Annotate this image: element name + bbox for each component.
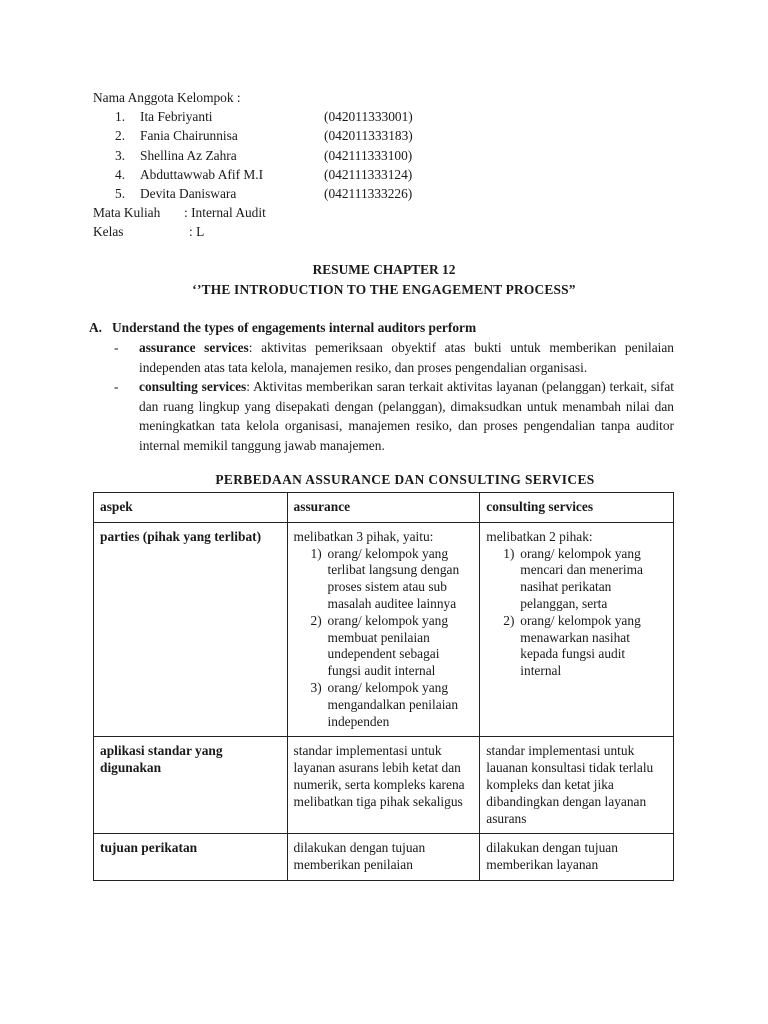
group-label: Nama Anggota Kelompok : [93,90,241,105]
numbered-list [486,546,667,680]
bullet-item [114,377,674,455]
member-name: Ita Febriyanti [140,109,213,125]
section-letter: A. [89,320,103,335]
class-row [93,222,241,241]
list-item [486,546,667,613]
section-heading-text: Understand the types of engagements internal auditors perform [112,320,477,335]
bullet-term: consulting services [139,379,247,395]
member-name: Devita Daniswara [140,185,237,201]
list-item [294,680,474,730]
member-nim: (042111333124) [324,166,413,182]
aspect-cell: tujuan perikatan [94,834,288,881]
list-text: orang/ kelompok yang mencari dan menerima nasihat perikatan pelanggan, serta [520,545,643,611]
bullet-list [114,338,674,456]
consulting-cell: dilakukan dengan tujuan memberikan layanan [480,834,674,881]
bullet-dash: - [114,379,119,395]
assurance-cell: standar implementasi untuk layanan asurans lebih ketat dan numerik, serta kompleks karena melibatkan tiga pihak sekaligus [287,737,480,834]
member-name: Shellina Az Zahra [140,147,237,163]
member-nim: (042011333001) [324,109,413,125]
member-number: 5. [115,185,126,201]
list-item [486,613,667,680]
assurance-cell: dilakukan dengan tujuan memberikan penilaian [287,834,480,881]
numbered-list [294,546,474,731]
comparison-table [93,492,674,881]
resume-title: RESUME CHAPTER 12 [312,262,456,277]
class-value: : L [189,224,205,240]
course-row [93,203,266,222]
list-number: 1) [310,545,322,561]
list-text: orang/ kelompok yang mengandalkan penilaian independen [327,679,459,729]
member-nim: (042111333100) [324,147,413,163]
table-row [94,834,674,881]
cell-intro: melibatkan 3 pihak, yaitu: [293,528,434,544]
member-number: 4. [115,166,126,182]
cell-intro: melibatkan 2 pihak: [486,528,593,544]
list-number: 2) [503,612,515,628]
table-row [94,737,674,834]
bullet-text: : aktivitas pemeriksaan obyektif atas bukti untuk memberikan penilaian independen atas tata kelola, manajemen resiko, dan proses pengendalian organisasi. [139,340,675,375]
bullet-text: : Aktivitas memberikan saran terkait aktivitas layanan (pelanggan) terkait, sifat dan ruang lingkup yang disepakati dengan (pelanggan), dimaksudkan untuk menambah nilai dan meningkatkan tata kelola organisasi, manajemen resiko, dan proses pengendalian tanpa auditor internal memikil tanggung jawab manajemen. [139,379,674,453]
bullet-dash: - [114,340,119,355]
bullet-item [114,338,674,377]
table-caption: PERBEDAAN ASSURANCE DAN CONSULTING SERVICES [215,472,595,487]
member-row [93,184,413,203]
class-label: Kelas [93,224,124,240]
member-number: 3. [115,147,126,163]
bullet-term: assurance services [139,340,249,355]
list-text: orang/ kelompok yang membuat penilaian undependent sebagai fungsi audit internal [327,612,449,679]
list-number: 1) [503,545,515,561]
course-label: Mata Kuliah [93,205,161,221]
member-row [93,146,413,165]
member-row [93,107,413,126]
table-row [94,522,674,737]
list-number: 3) [310,679,322,695]
member-row [93,165,413,184]
aspect-cell: aplikasi standar yang digunakan [94,737,288,834]
list-item [294,546,474,613]
member-row [93,126,413,145]
chapter-title: ‘’THE INTRODUCTION TO THE ENGAGEMENT PROCESS” [192,282,576,297]
list-item [294,613,474,680]
table-header-row [94,493,674,523]
assurance-cell [287,522,480,737]
consulting-cell [480,522,674,737]
member-number: 1. [115,109,126,125]
header-cell: aspek [94,493,288,523]
member-list [93,88,413,242]
header-cell: consulting services [480,493,674,523]
list-text: orang/ kelompok yang terlibat langsung dengan proses sistem atau sub masalah auditee lainnya [327,545,460,611]
header-cell: assurance [287,493,480,523]
aspect-cell: parties (pihak yang terlibat) [94,522,288,737]
list-number: 2) [310,612,322,628]
list-text: orang/ kelompok yang menawarkan nasihat kepada fungsi audit internal [520,612,641,679]
course-value: : Internal Audit [184,205,266,221]
member-name: Fania Chairunnisa [140,128,238,144]
member-nim: (042111333226) [324,185,413,201]
member-name: Abduttawwab Afif M.I [140,166,264,182]
member-number: 2. [115,128,126,144]
section-a-heading [89,320,476,336]
member-nim: (042011333183) [324,128,413,144]
consulting-cell: standar implementasi untuk lauanan konsultasi tidak terlalu kompleks dan ketat jika dibandingkan dengan layanan asurans [480,737,674,834]
